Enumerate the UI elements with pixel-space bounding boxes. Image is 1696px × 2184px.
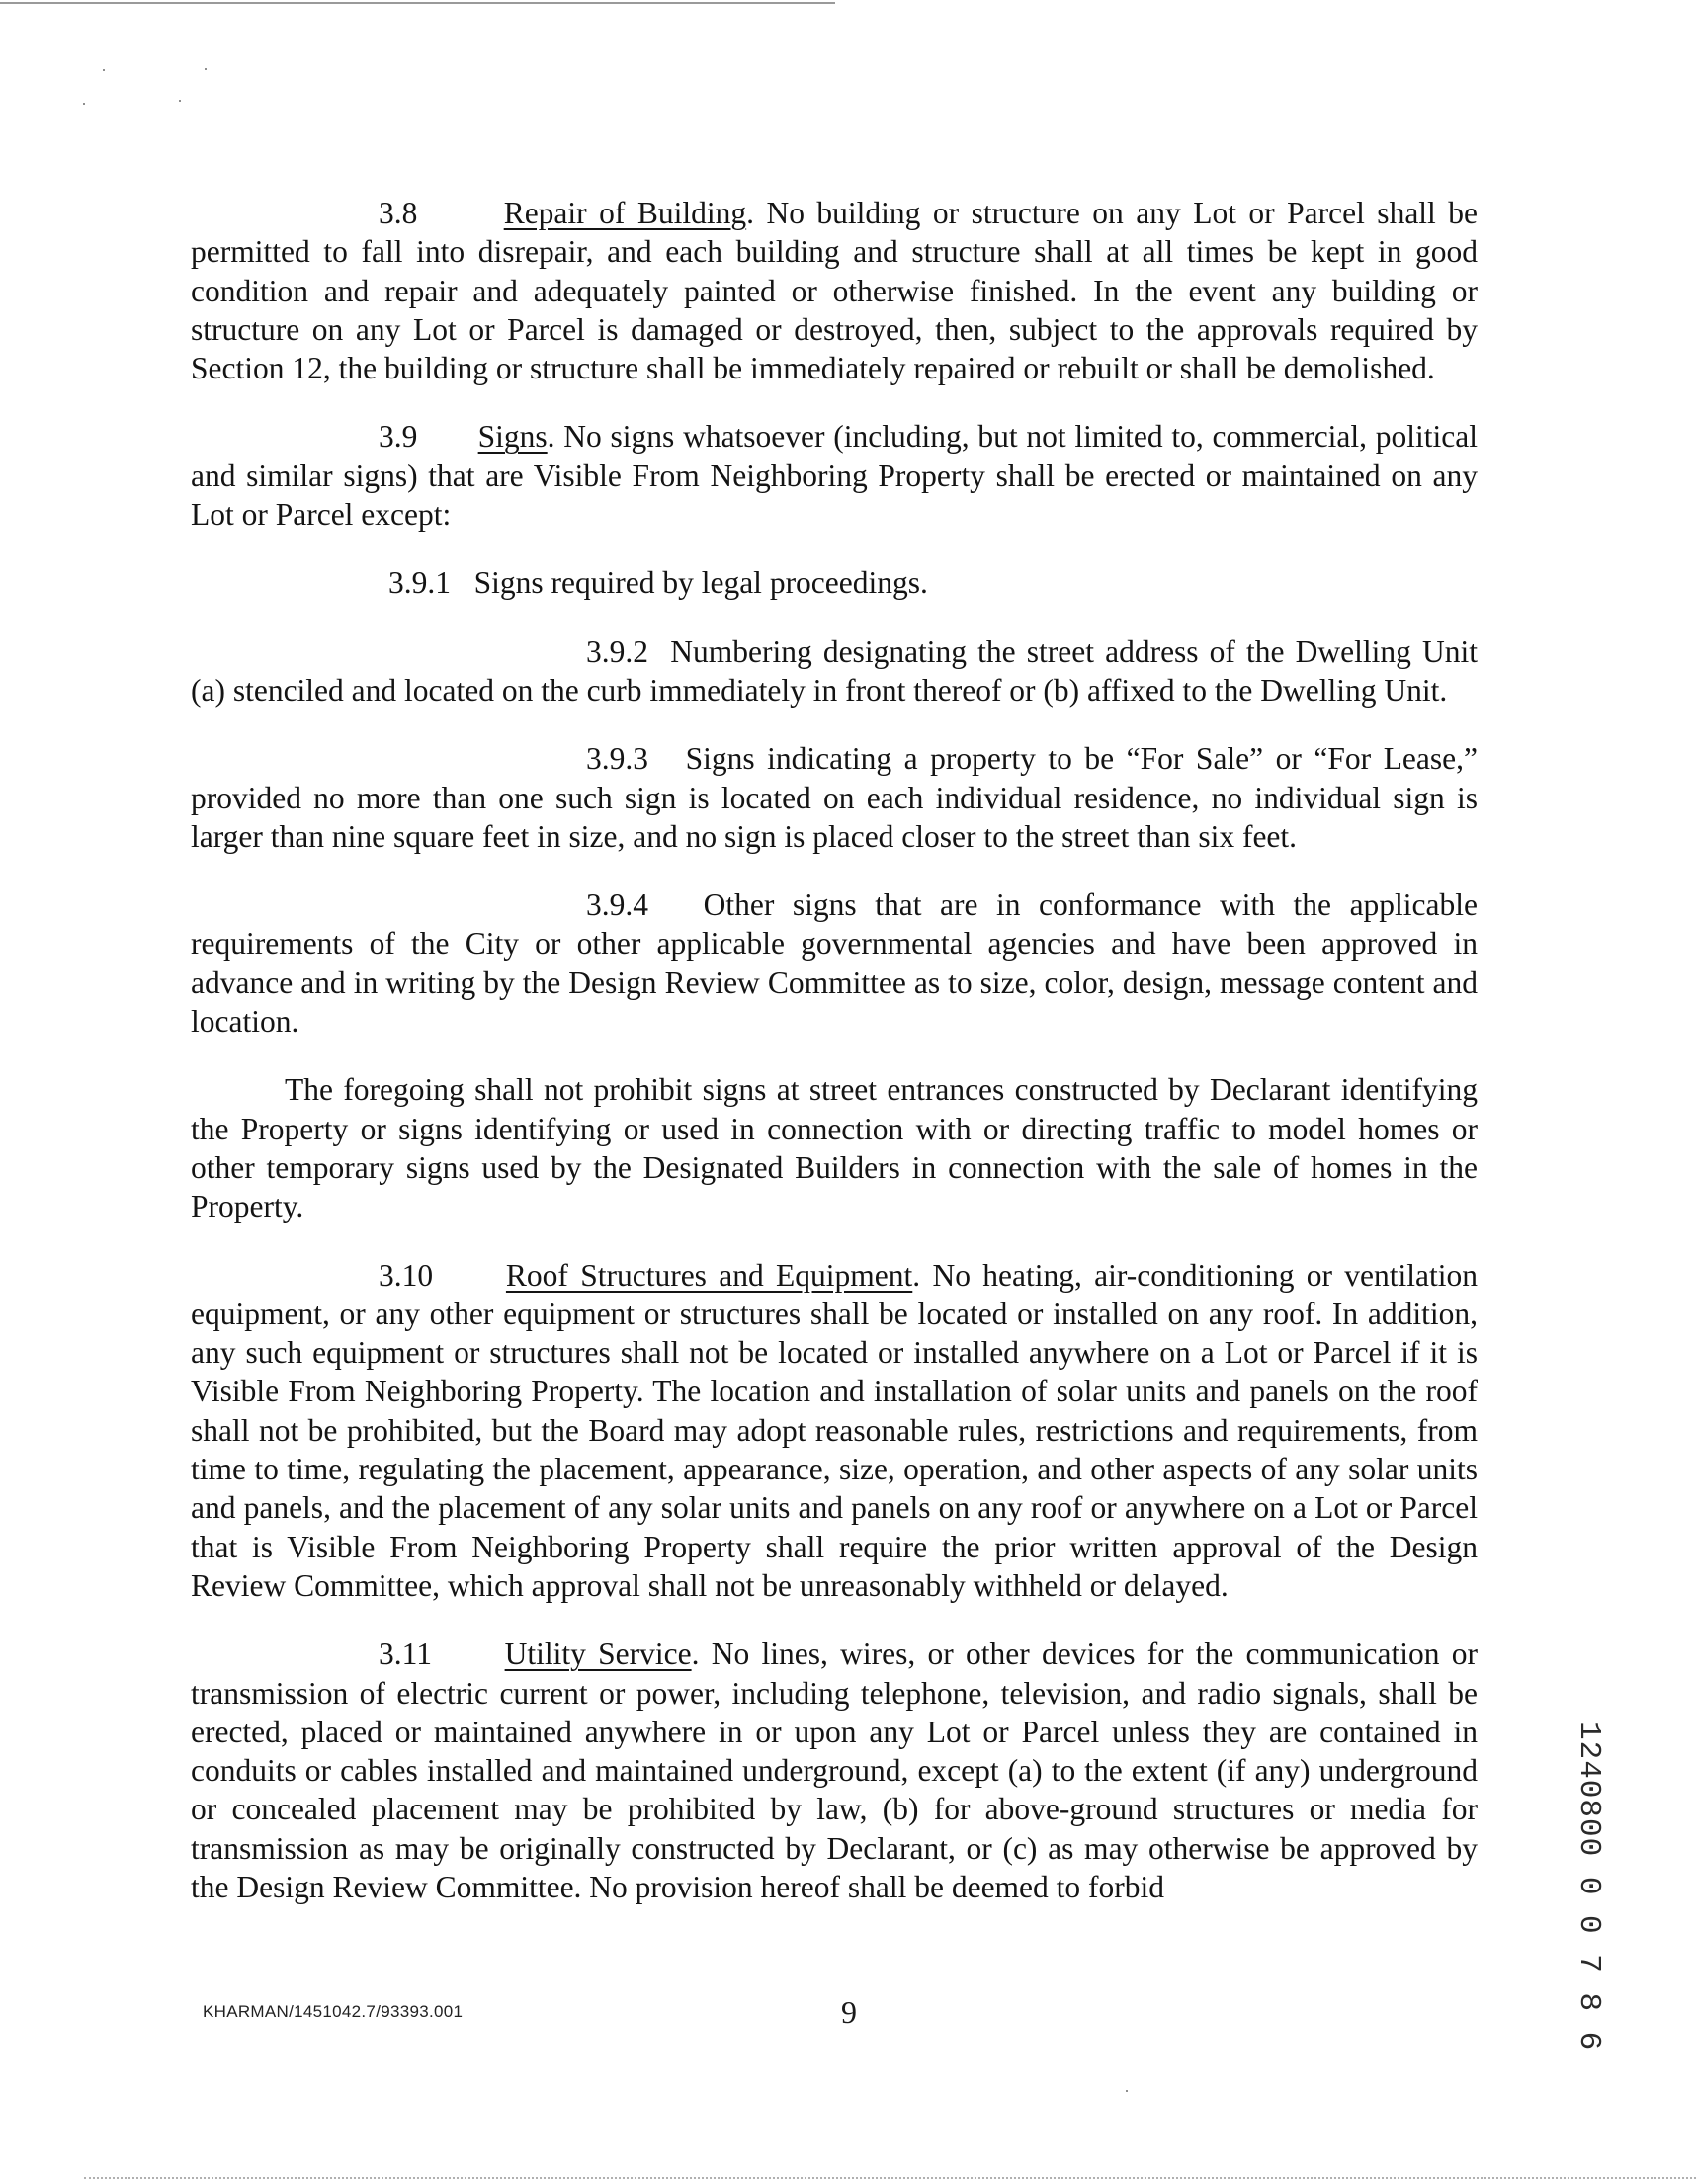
- document-body: [191, 194, 1478, 1906]
- section-heading: Signs: [477, 419, 548, 455]
- subsection-number: 3.9.4: [586, 887, 648, 923]
- page-number: 9: [841, 1994, 857, 2030]
- scan-speck: [179, 100, 181, 102]
- scan-border-bottom: [84, 2177, 1696, 2179]
- scan-border-top: [0, 2, 835, 4]
- section-text: . No lines, wires, or other devices for the communication or transmission of electric current or power, including telephone, television, and radio signals, shall be erected, placed or maintained anywhere in or upon any Lot or Parcel unless they are contained in conduits or cables installed and maintained underground, except (a) to the extent (if any) underground or concealed placement may be prohibited by law, (b) for above-ground structures or media for transmission as may be originally constructed by Declarant, or (c) as may otherwise be approved by the Design Review Committee. No provision hereof shall be deemed to forbid: [191, 1637, 1478, 1904]
- subsection-number: 3.9.3: [586, 741, 648, 777]
- subsection-3-9-2: [191, 632, 1478, 711]
- subsection-number: 3.9.2: [586, 633, 648, 669]
- subsection-3-9-4: [191, 885, 1478, 1041]
- section-3-9: [191, 417, 1478, 534]
- footer-document-code: KHARMAN/1451042.7/93393.001: [203, 2002, 464, 2021]
- subsection-text: Other signs that are in conformance with the applicable requirements of the City or other applicable governmental agencies and have been approved in advance and in writing by the Design Review Committee as to size, color, design, message content and location.: [191, 887, 1479, 1040]
- scan-speck: [1126, 2090, 1128, 2092]
- section-heading: Utility Service: [504, 1637, 692, 1672]
- section-text: . No signs whatsoever (including, but not limited to, commercial, political and similar signs) that are Visible From Neighboring Property shall be erected or maintained on any Lot or Parcel except:: [191, 419, 1479, 533]
- section-3-9-closing: The foregoing shall not prohibit signs at street entrances constructed by Declarant identifying the Property or signs identifying or used in connection with or directing traffic to model homes or other temporary signs used by the Designated Builders in connection with the sale of homes in the Property.: [191, 1072, 1478, 1224]
- scan-speck: [83, 103, 85, 105]
- section-heading: Roof Structures and Equipment: [505, 1257, 913, 1293]
- subsection-text: Numbering designating the street address of the Dwelling Unit (a) stenciled and located on the curb immediately in front thereof or (b) affixed to the Dwelling Unit.: [191, 633, 1478, 708]
- section-number: 3.11: [379, 1637, 432, 1672]
- subsection-text: Signs indicating a property to be “For Sale” or “For Lease,” provided no more than one such sign is located on each individual residence, no individual sign is larger than nine square feet in size, and no sign is placed closer to the street than six feet.: [191, 741, 1478, 854]
- section-number: 3.8: [379, 196, 418, 230]
- subsection-3-9-3: [191, 739, 1478, 856]
- section-3-11: [191, 1635, 1478, 1906]
- section-heading: Repair of Building: [503, 196, 747, 230]
- subsection-3-9-1: [191, 563, 1478, 602]
- scan-speck: [205, 68, 207, 70]
- section-3-10: [191, 1256, 1478, 1606]
- section-3-8: [191, 194, 1478, 387]
- section-text: . No building or structure on any Lot or Parcel shall be permitted to fall into disrepair, and each building and structure shall at all times be kept in good condition and repair and adequately painted or otherwise finished. In the event any building or structure on any Lot or Parcel is damaged or destroyed, then, subject to the approvals required by Section 12, the building or structure shall be immediately repaired or rebuilt or shall be demolished.: [191, 196, 1479, 386]
- section-number: 3.10: [379, 1257, 434, 1293]
- scan-speck: [103, 69, 105, 71]
- section-number: 3.9: [379, 419, 418, 455]
- subsection-text: Signs required by legal proceedings.: [473, 565, 928, 601]
- section-text: . No heating, air-conditioning or ventilation equipment, or any other equipment or structures shall be located or installed on any roof. In addition, any such equipment or structures shall not be located or installed anywhere on a Lot or Parcel if it is Visible From Neighboring Property. The location and installation of solar units and panels on the roof shall not be prohibited, but the Board may adopt reasonable rules, restrictions and requirements, from time to time, regulating the placement, appearance, size, operation, and other aspects of any solar units and panels, and the placement of any solar units and panels on any roof or anywhere on a Lot or Parcel that is Visible From Neighboring Property shall require the prior written approval of the Design Review Committee, which approval shall not be unreasonably withheld or delayed.: [191, 1257, 1479, 1603]
- subsection-number: 3.9.1: [388, 565, 451, 601]
- side-stamp-text: 1240800 0 0 7 8 6: [1571, 1722, 1606, 2052]
